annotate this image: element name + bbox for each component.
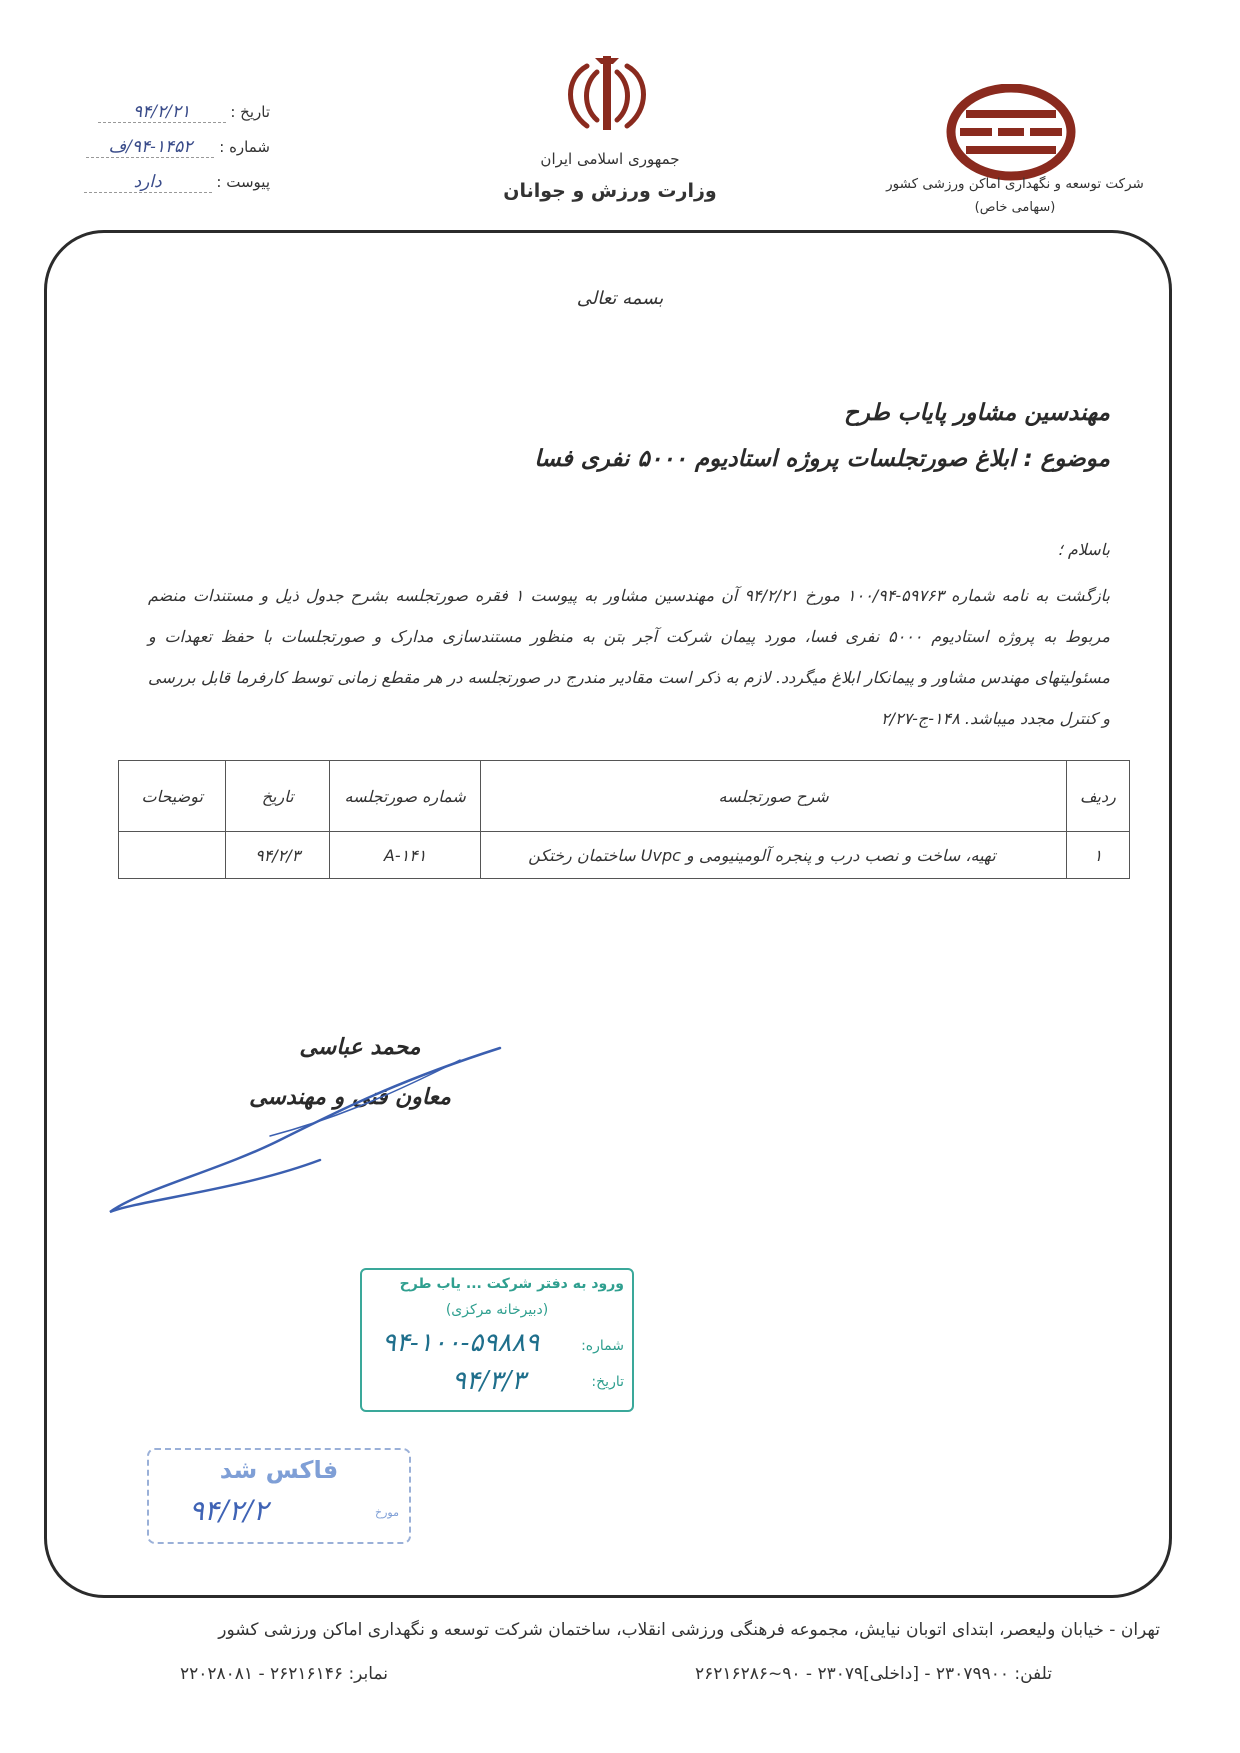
minutes-table [118, 760, 1130, 879]
date-field [40, 102, 270, 123]
col-row-number: ردیف [1066, 761, 1129, 832]
attachment-field [40, 172, 270, 193]
fax-stamp-text: فاکس شد [219, 1456, 339, 1484]
received-stamp-line1: ورود به دفتر شرکت ... یاب طرح [399, 1276, 624, 1292]
ministry-name: وزارت ورزش و جوانان [503, 180, 717, 202]
number-field [40, 137, 270, 158]
cell-notes [119, 832, 226, 879]
received-stamp-number: ۹۴-۱۰۰-۵۹۸۸۹ [382, 1328, 540, 1358]
number-value: ۹۴-۱۴۵۲/ف [86, 137, 214, 158]
cell-minutes-number: A-۱۴۱ [329, 832, 481, 879]
col-minutes-number: شماره صورتجلسه [329, 761, 481, 832]
subject-line: موضوع : ابلاغ صورتجلسات پروژه استادیوم ۵۰۰۰ نفری فسا [534, 446, 1110, 472]
table-header-row [119, 761, 1130, 832]
date-value: ۹۴/۲/۲۱ [98, 102, 226, 123]
date-label: تاریخ : [230, 103, 270, 121]
fax-stamp [147, 1448, 411, 1544]
number-label: شماره : [219, 138, 270, 156]
letter-body: بازگشت به نامه شماره ۵۹۷۶۳-۱۰۰/۹۴ مورخ ۹۴/۲/۲۱ آن مهندسین مشاور به پیوست ۱ فقره صورتجلسه بشرح جدول ذیل و مستندات منضم مربوط به پروژه استادیوم ۵۰۰۰ نفری فسا، مورد پیمان شرکت آجر بتن به منظور مستندسازی مدارک و صورتجلسات با حفظ تعهدات و مسئولیتهای مهندس مشاور و پیمانکار ابلاغ میگردد. لازم به ذکر است مقادیر مندرج در صورتجلسه در هر مقطع زمانی توسط کارفرما قابل بررسی و کنترل مجدد میباشد. ۱۴۸-ج-۲/۲۷ [148, 586, 1111, 728]
attachment-label: پیوست : [216, 173, 270, 191]
received-stamp-line2: (دبیرخانه مرکزی) [445, 1302, 549, 1318]
received-stamp-date: ۹۴/۳/۳ [452, 1366, 526, 1396]
received-stamp-number-label: شماره: [581, 1338, 624, 1354]
footer-fax: نمابر: ۲۶۲۱۶۱۴۶ - ۲۲۰۲۸۰۸۱ [180, 1664, 389, 1684]
greeting: باسلام ؛ [1057, 540, 1110, 559]
footer-address: تهران - خیابان ولیعصر، ابتدای اتوبان نیایش، مجموعه فرهنگی ورزشی انقلاب، ساختمان شرکت توسعه و نگهداری اماکن ورزشی کشور [218, 1620, 1160, 1640]
received-stamp [360, 1268, 634, 1412]
col-date: تاریخ [226, 761, 329, 832]
footer-phone: تلفن: ۲۳۰۷۹۹۰۰ - [داخلی]۲۳۰۷۹ - ۹۰~۲۶۲۱۶۲۸۶ [694, 1664, 1052, 1684]
attachment-value: دارد [84, 172, 212, 193]
table-row [119, 832, 1130, 879]
cell-description: تهیه، ساخت و نصب درب و پنجره آلومینیومی و Uvpc ساختمان رختکن [481, 832, 1066, 879]
fax-stamp-date: ۹۴/۲/۲ [189, 1494, 269, 1527]
invocation: بسمه تعالی [576, 288, 664, 309]
fax-stamp-small-label: مورخ [375, 1506, 399, 1519]
cell-row-number: ۱ [1066, 832, 1129, 879]
signatory-title: معاون فنی و مهندسی [249, 1085, 451, 1110]
company-name: شرکت توسعه و نگهداری اماکن ورزشی کشور [886, 176, 1144, 192]
received-stamp-date-label: تاریخ: [591, 1374, 624, 1390]
company-type: (سهامی خاص) [974, 200, 1056, 215]
col-description: شرح صورتجلسه [481, 761, 1066, 832]
cell-date: ۹۴/۲/۳ [226, 832, 329, 879]
iran-emblem-icon [557, 48, 657, 138]
government-name: جمهوری اسلامی ایران [540, 150, 680, 168]
col-notes: توضیحات [119, 761, 226, 832]
company-logo-icon [946, 84, 1076, 184]
signature-scribble-icon [100, 1040, 520, 1220]
signatory-name: محمد عباسی [299, 1035, 421, 1060]
addressee: مهندسین مشاور پایاب طرح [843, 400, 1110, 426]
